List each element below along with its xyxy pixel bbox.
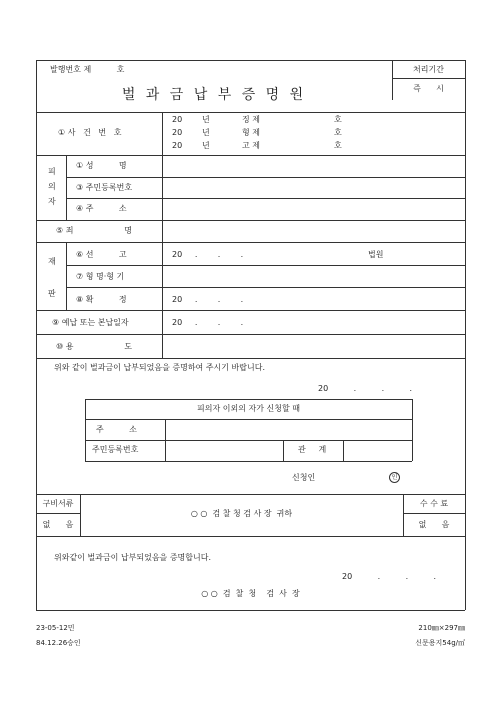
case-number-label: ① 사 건 번 호: [58, 128, 122, 137]
document-title: 벌 과 금 납 부 증 명 원: [121, 87, 307, 103]
payment-date: 20 . . .: [172, 318, 244, 327]
certify-date: 20 . . .: [342, 572, 437, 581]
case-year: 20: [172, 128, 183, 137]
sentence-label: ⑥ 선 고: [76, 250, 127, 259]
case-year-unit: 년: [202, 115, 210, 124]
final-date: 20 . . .: [172, 295, 244, 304]
case-year-unit: 년: [202, 128, 210, 137]
certify-statement: 위와같이 벌과금이 납부되었음을 증명합니다.: [54, 553, 212, 562]
required-docs-value: 없 음: [42, 520, 74, 529]
case-ho: 호: [334, 141, 342, 150]
other-address-field[interactable]: [166, 420, 411, 439]
other-rrn-label: 주민등록번호: [92, 445, 139, 454]
processing-period-label: 처리기간: [413, 65, 444, 74]
paper-type: 신문용지54g/㎡: [415, 639, 465, 647]
crime-name-field[interactable]: [163, 221, 464, 241]
payment-date-label: ⑨ 예납 또는 본납일자: [52, 318, 129, 327]
purpose-field[interactable]: [163, 335, 464, 357]
case-kind: 고 제: [242, 141, 260, 150]
addressee: ○ ○ 검 찰 청 검 사 장 귀하: [190, 509, 293, 518]
case-kind: 징 제: [242, 115, 260, 124]
suspect-address-label: ④ 주 소: [76, 204, 127, 213]
processing-period-value: 즉 시: [413, 84, 444, 93]
suspect-name-label: ① 성 명: [76, 161, 127, 170]
approval-date: 84.12.26승인: [36, 639, 81, 647]
suspect-rrn-field[interactable]: [163, 178, 464, 197]
form-code: 23-05-12민: [36, 624, 75, 632]
sentence-date: 20 . . .: [172, 250, 244, 259]
other-address-label: 주 소: [96, 425, 137, 434]
trial-group-char: 판: [48, 289, 56, 298]
court-suffix: 법원: [368, 250, 384, 259]
suspect-rrn-label: ③ 주민등록번호: [76, 183, 133, 192]
fee-value: 없 음: [418, 520, 450, 529]
suspect-group-char: 의: [48, 182, 56, 191]
trial-group-char: 재: [48, 257, 56, 266]
case-ho: 호: [334, 115, 342, 124]
fee-label: 수 수 료: [419, 499, 449, 508]
suspect-group-char: 피: [48, 167, 56, 176]
suspect-address-field[interactable]: [163, 199, 464, 219]
purpose-label: ⑩ 용 도: [56, 342, 133, 351]
relation-label: 관 계: [298, 445, 327, 454]
issuer-name: ○ ○ 검 찰 청 검 사 장: [201, 589, 300, 598]
suspect-name-field[interactable]: [163, 156, 464, 176]
case-year: 20: [172, 141, 183, 150]
request-statement: 위와 같이 벌과금이 납부되었음을 증명하여 주시기 바랍니다.: [54, 363, 265, 372]
case-ho: 호: [334, 128, 342, 137]
other-rrn-field[interactable]: [166, 441, 282, 460]
other-applicant-title: 피의자 이외의 자가 신청할 때: [197, 404, 300, 413]
relation-field[interactable]: [344, 441, 411, 460]
penalty-label: ⑦ 형 명·형 기: [76, 272, 125, 281]
case-year-unit: 년: [202, 141, 210, 150]
applicant-label: 신청인: [292, 473, 316, 482]
penalty-field[interactable]: [163, 266, 464, 286]
final-label: ⑧ 확 정: [76, 295, 127, 304]
case-kind: 형 제: [242, 128, 260, 137]
paper-size: 210㎜×297㎜: [418, 624, 465, 632]
suspect-group-char: 자: [48, 197, 56, 206]
case-year: 20: [172, 115, 183, 124]
crime-name-label: ⑤ 죄 명: [56, 226, 133, 235]
required-docs-label: 구비서류: [42, 499, 74, 508]
request-date: 20 . . .: [318, 384, 413, 393]
seal-mark: 인: [389, 472, 400, 483]
issue-number: 발행번호 제 호: [50, 65, 125, 74]
